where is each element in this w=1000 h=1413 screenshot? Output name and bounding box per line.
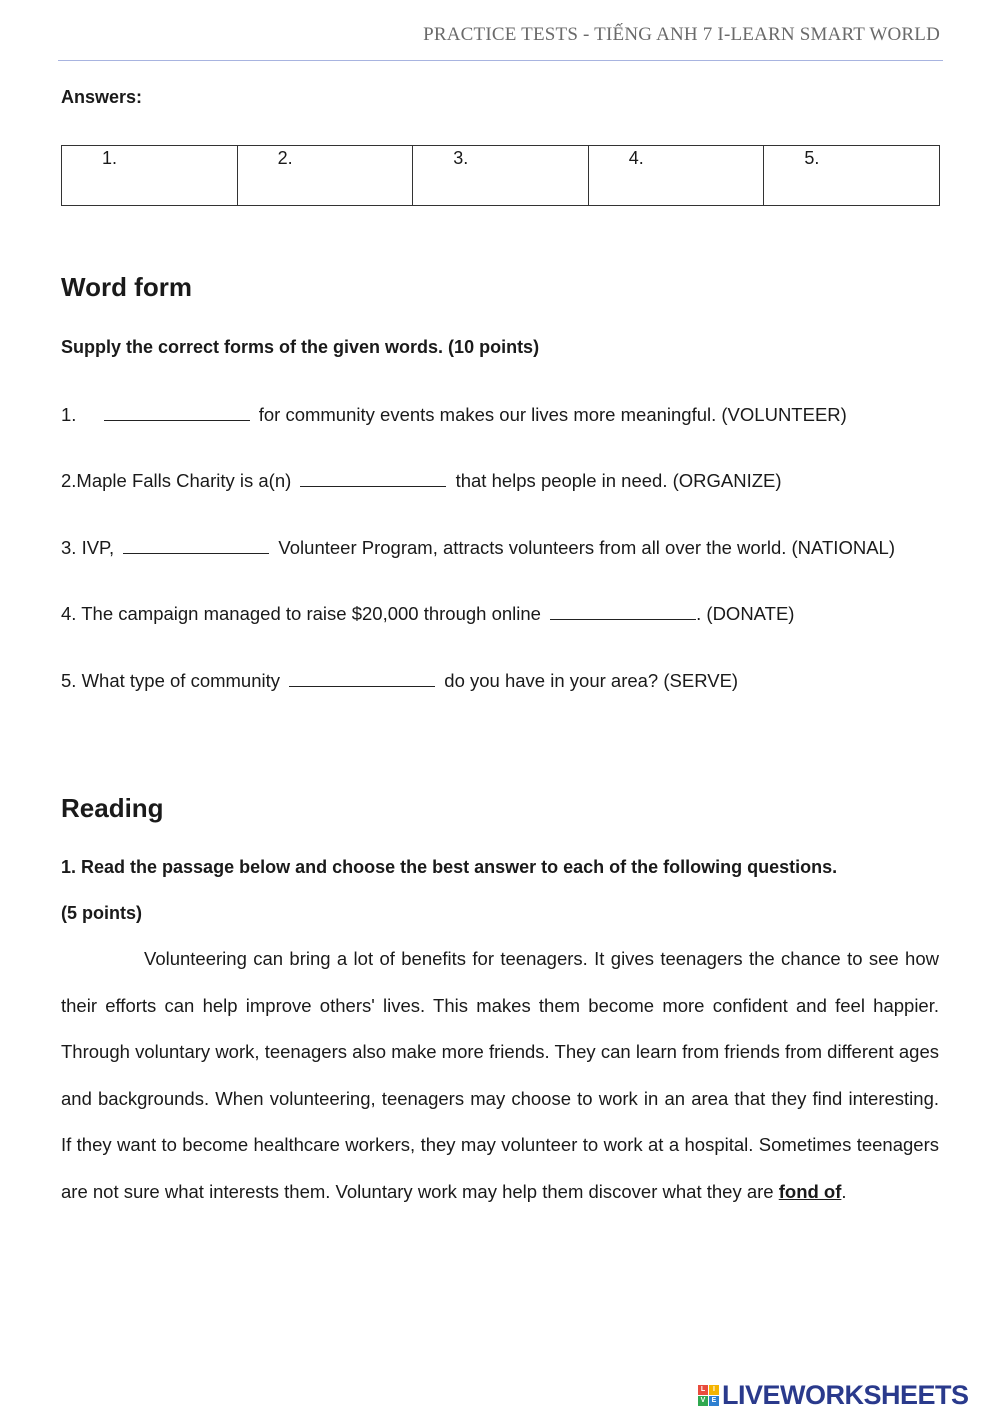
- question-text: 5. What type of community: [61, 670, 286, 691]
- answer-blank-2[interactable]: [300, 468, 446, 487]
- question-3: [61, 535, 895, 559]
- reading-title: Reading: [61, 793, 164, 823]
- answer-blank-4[interactable]: [550, 601, 696, 620]
- question-text: . (DONATE): [696, 603, 795, 624]
- header-divider: [58, 60, 943, 61]
- question-text: 1.: [61, 404, 82, 425]
- answer-table: [61, 145, 940, 206]
- question-4: [61, 601, 794, 625]
- answer-cell-3[interactable]: 3.: [413, 146, 589, 206]
- question-text: for community events makes our lives more meaningful. (VOLUNTEER): [253, 404, 847, 425]
- answer-blank-1[interactable]: [104, 402, 250, 421]
- answer-cell-5[interactable]: 5.: [764, 146, 940, 206]
- question-2: [61, 468, 782, 492]
- logo-icon: [698, 1385, 719, 1406]
- passage-end: .: [841, 1180, 847, 1202]
- logo-letter: E: [709, 1396, 719, 1406]
- reading-instruction: 1. Read the passage below and choose the best answer to each of the following questions.: [61, 857, 838, 877]
- logo-text: LIVEWORKSHEETS: [722, 1379, 969, 1410]
- question-5: [61, 668, 738, 692]
- question-text: Volunteer Program, attracts volunteers from all over the world. (NATIONAL): [273, 537, 895, 558]
- page-header: PRACTICE TESTS - TIẾNG ANH 7 I-LEARN SMART WORLD: [423, 24, 940, 45]
- highlighted-phrase: fond of: [778, 1180, 842, 1202]
- answer-cell-4[interactable]: 4.: [588, 146, 764, 206]
- question-text: 2.Maple Falls Charity is a(n): [61, 470, 297, 491]
- question-text: 3. IVP,: [61, 537, 120, 558]
- question-1: [61, 402, 847, 426]
- answer-blank-3[interactable]: [123, 535, 269, 554]
- liveworksheets-logo: [698, 1378, 969, 1412]
- question-text: do you have in your area? (SERVE): [439, 670, 739, 691]
- word-form-title: Word form: [61, 272, 192, 302]
- reading-points: (5 points): [61, 903, 142, 923]
- answer-cell-1[interactable]: 1.: [62, 146, 238, 206]
- question-text: that helps people in need. (ORGANIZE): [450, 470, 782, 491]
- reading-passage: [61, 936, 939, 1215]
- logo-letter: I: [709, 1385, 719, 1395]
- logo-letter: L: [698, 1385, 708, 1395]
- passage-text: Volunteering can bring a lot of benefits for teenagers. It gives teenagers the chance to see how their efforts can help improve others' lives. This makes them become more confident and feel happier. Through voluntary work, teenagers also make more friends. They can learn from friends from different ages and backgrounds. When volunteering, teenagers may choose to work in an area that they find interesting. If they want to become healthcare workers, they may volunteer to work at a hospital. Sometimes teenagers are not sure what interests them. Voluntary work may help them discover what they are: [61, 948, 939, 1202]
- answers-label: Answers:: [61, 87, 143, 107]
- answer-blank-5[interactable]: [289, 668, 435, 687]
- logo-letter: V: [698, 1396, 708, 1406]
- word-form-instruction: Supply the correct forms of the given words. (10 points): [61, 337, 540, 357]
- answer-cell-2[interactable]: 2.: [237, 146, 413, 206]
- question-text: 4. The campaign managed to raise $20,000 through online: [61, 603, 547, 624]
